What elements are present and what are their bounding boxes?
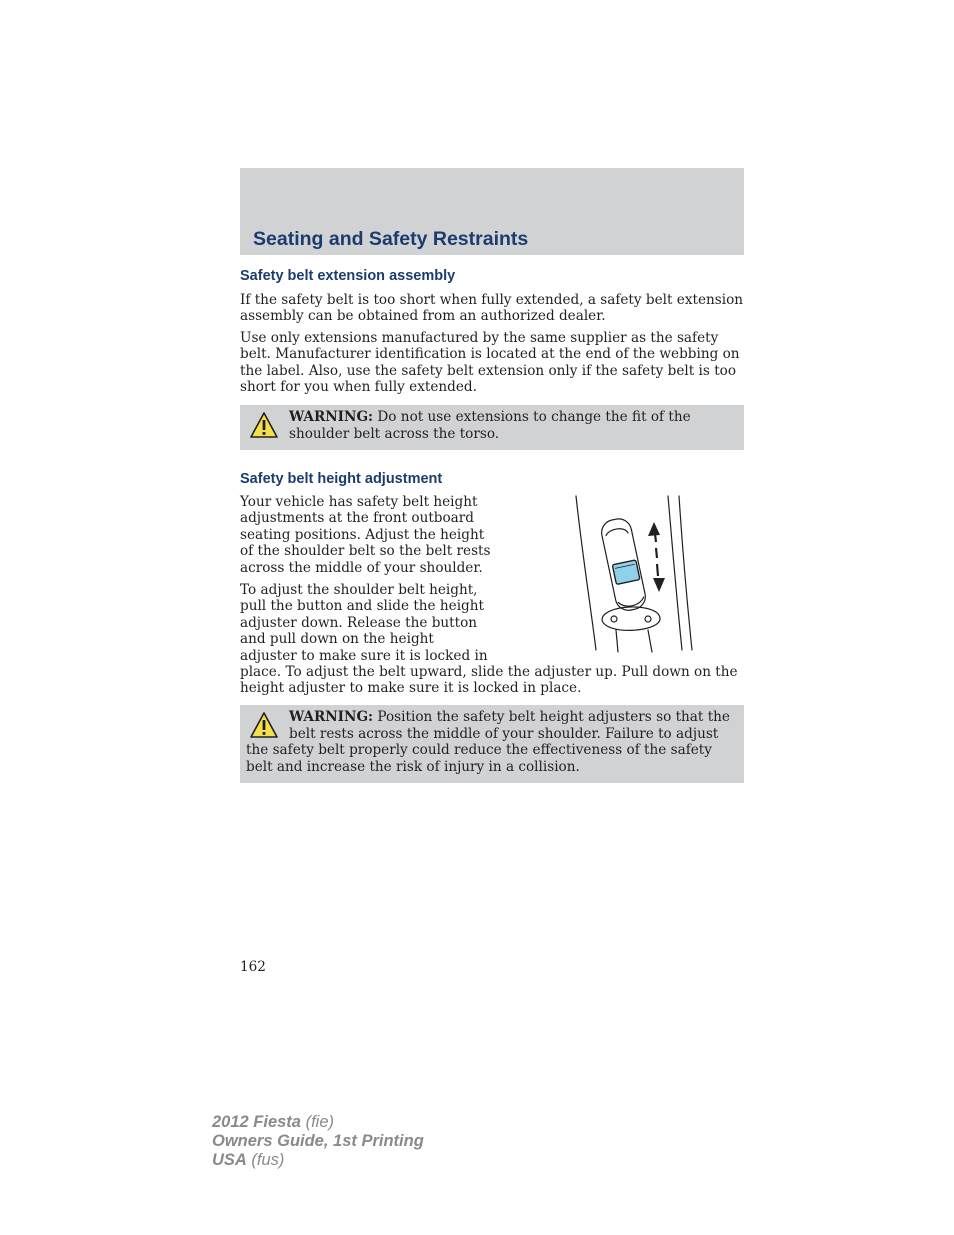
section-title: Seating and Safety Restraints [253, 228, 529, 250]
paragraph-height-adjustment-intro: Your vehicle has safety belt height adjustments at the front outboard seating positions. Adjust the height of the shoulder belt so the belt rests across the middle of your shoulder. [240, 494, 491, 576]
paragraph-height-adjustment-steps: To adjust the shoulder belt height, pull the button and slide the height adjuster down. Release the button and pull down on the height adjuster to make sure it is locked in place. To adjust the belt upward, slide the adjuster up. Pull down on the height adjuster to make sure it is locked in place. [240, 582, 738, 697]
paragraph-extension-usage: Use only extensions manufactured by the same supplier as the safety belt. Manufacturer identification is located at the end of the webbing on the label. Also, use the safety belt extension only if the safety belt is too short for you when fully extended. [240, 330, 740, 396]
warning-text-height-adjuster: WARNING: Position the safety belt height adjusters so that the belt rests across the middle of your shoulder. Failure to adjust the safety belt properly could reduce the effectiveness of the safety belt and increase the risk of injury in a collision. [246, 709, 730, 775]
warning-box-height-adjuster [240, 705, 744, 783]
paragraph-extension-availability: If the safety belt is too short when fully extended, a safety belt extension assembly can be obtained from an authorized dealer. [240, 292, 744, 325]
footer-guide-line: Owners Guide, 1st Printing [212, 1132, 424, 1150]
warning-label: WARNING: [289, 409, 374, 425]
page-number: 162 [240, 959, 266, 975]
subheading-extension-assembly: Safety belt extension assembly [240, 268, 456, 284]
warning-box-extension [240, 405, 744, 450]
footer-market-line: USA (fus) [212, 1151, 285, 1169]
footer-model-line: 2012 Fiesta (fie) [212, 1113, 334, 1131]
warning-label: WARNING: [289, 709, 374, 725]
warning-text-extension: WARNING: Do not use extensions to change the fit of the shoulder belt across the torso. [289, 409, 691, 442]
subheading-height-adjustment: Safety belt height adjustment [240, 471, 443, 487]
section-header-band [240, 168, 744, 255]
document-footer [212, 1113, 424, 1170]
belt-height-adjuster-illustration [568, 492, 698, 654]
